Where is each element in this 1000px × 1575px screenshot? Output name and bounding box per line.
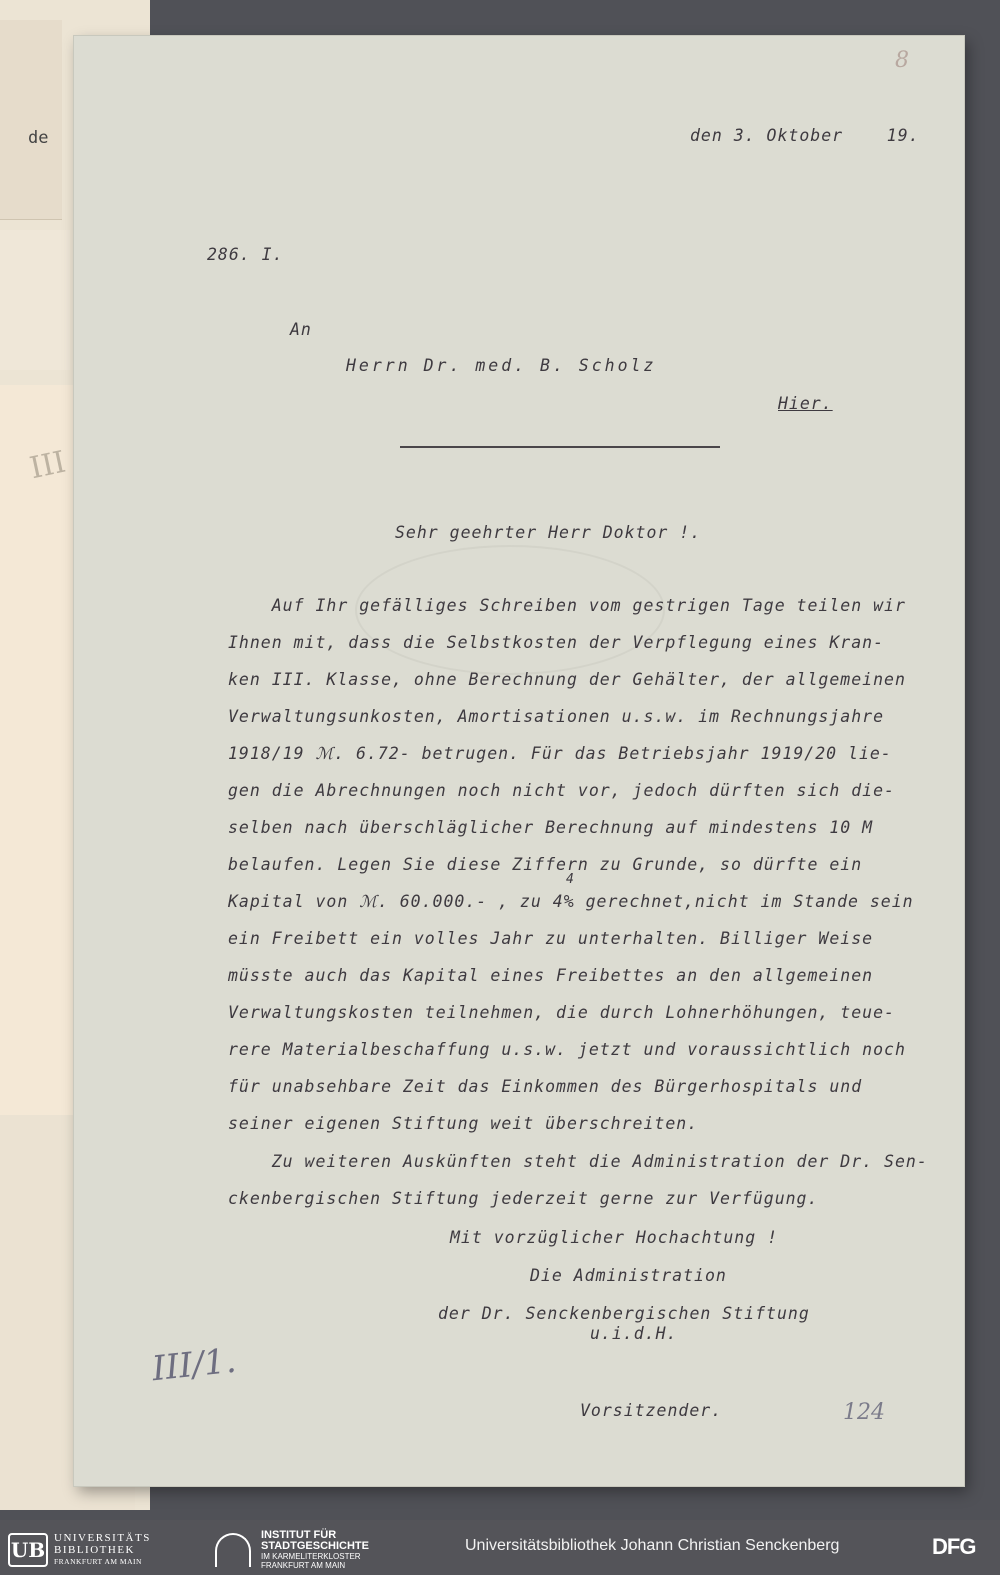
isg-line-4: FRANKFURT AM MAIN bbox=[261, 1561, 346, 1570]
separator-rule bbox=[400, 446, 720, 448]
ub-logo-mark: UB bbox=[8, 1533, 48, 1567]
footer-title: Universitätsbibliothek Johann Christian Senckenberg bbox=[465, 1537, 840, 1554]
body-line: belaufen. Legen Sie diese Ziffern zu Grunde, so dürfte ein bbox=[228, 855, 863, 874]
body-line: seiner eigenen Stiftung weit überschreiten. bbox=[228, 1114, 699, 1133]
handwritten-file-mark: III/1. bbox=[150, 1340, 239, 1390]
isg-logo[interactable] bbox=[215, 1530, 369, 1570]
signature-abbreviation: u.i.d.H. bbox=[590, 1324, 678, 1343]
isg-line-2: STADTGESCHICHTE bbox=[261, 1540, 369, 1552]
body-line: 1918/19 ℳ. 6.72- betrugen. Für das Betriebsjahr 1919/20 lie- bbox=[228, 744, 892, 763]
body-line: rere Materialbeschaffung u.s.w. jetzt und voraussichtlich noch bbox=[228, 1040, 906, 1059]
ub-line-2: BIBLIOTHEK bbox=[54, 1544, 135, 1556]
ub-line-1: UNIVERSITÄTS bbox=[54, 1532, 151, 1544]
interlinear-correction: 4 bbox=[566, 872, 575, 887]
address-prefix: An bbox=[290, 320, 312, 339]
ub-logo[interactable] bbox=[8, 1532, 151, 1568]
body-line: Ihnen mit, dass die Selbstkosten der Verpflegung eines Kran- bbox=[228, 633, 885, 652]
recipient-location: Hier. bbox=[778, 394, 833, 413]
signature-foundation: der Dr. Senckenbergischen Stiftung bbox=[438, 1304, 810, 1323]
handwritten-folio-number: 124 bbox=[843, 1400, 885, 1425]
letter-date: den 3. Oktober 19. bbox=[690, 126, 920, 145]
underlying-sheet-top bbox=[0, 20, 62, 220]
body-line: ein Freibett ein volles Jahr zu unterhalten. Billiger Weise bbox=[228, 929, 874, 948]
edge-text-fragment: de bbox=[28, 128, 49, 148]
isg-line-1: INSTITUT FÜR bbox=[261, 1529, 337, 1541]
underlying-sheet-middle bbox=[0, 230, 70, 370]
arch-icon bbox=[215, 1533, 251, 1567]
salutation: Sehr geehrter Herr Doktor !. bbox=[395, 523, 702, 542]
body-line: ckenbergischen Stiftung jederzeit gerne zur Verfügung. bbox=[228, 1189, 819, 1208]
closing-phrase: Mit vorzüglicher Hochachtung ! bbox=[450, 1228, 779, 1247]
footer-bar bbox=[0, 1520, 1000, 1575]
page-number: 8 bbox=[895, 48, 909, 73]
ub-logo-text bbox=[54, 1532, 151, 1568]
isg-line-3: IM KARMELITERKLOSTER bbox=[261, 1552, 361, 1561]
body-line: Auf Ihr gefälliges Schreiben vom gestrigen Tage teilen wir bbox=[228, 596, 906, 615]
recipient-name: Herrn Dr. med. B. Scholz bbox=[346, 356, 657, 375]
body-line: Zu weiteren Auskünften steht die Administration der Dr. Sen- bbox=[228, 1152, 928, 1171]
ub-line-3: FRANKFURT AM MAIN bbox=[54, 1557, 142, 1566]
body-line: Kapital von ℳ. 60.000.- , zu 4% gerechnet,nicht im Stande sein bbox=[228, 892, 914, 911]
edge-handwritten-mark: III bbox=[26, 444, 69, 487]
dfg-logo[interactable]: DFG bbox=[932, 1534, 976, 1559]
body-line: müsste auch das Kapital eines Freibettes an den allgemeinen bbox=[228, 966, 874, 985]
body-line: selben nach überschläglicher Berechnung auf mindestens 10 M bbox=[228, 818, 874, 837]
body-line: Verwaltungsunkosten, Amortisationen u.s.w. im Rechnungsjahre bbox=[228, 707, 885, 726]
body-line: ken III. Klasse, ohne Berechnung der Gehälter, der allgemeinen bbox=[228, 670, 906, 689]
body-line: gen die Abrechnungen noch nicht vor, jedoch dürften sich die- bbox=[228, 781, 895, 800]
isg-logo-text bbox=[261, 1530, 369, 1570]
body-line: für unabsehbare Zeit das Einkommen des Bürgerhospitals und bbox=[228, 1077, 863, 1096]
signature-title: Vorsitzender. bbox=[580, 1401, 723, 1420]
signature-administration: Die Administration bbox=[530, 1266, 727, 1285]
body-line: Verwaltungskosten teilnehmen, die durch Lohnerhöhungen, teue- bbox=[228, 1003, 895, 1022]
reference-number: 286. I. bbox=[207, 245, 284, 264]
